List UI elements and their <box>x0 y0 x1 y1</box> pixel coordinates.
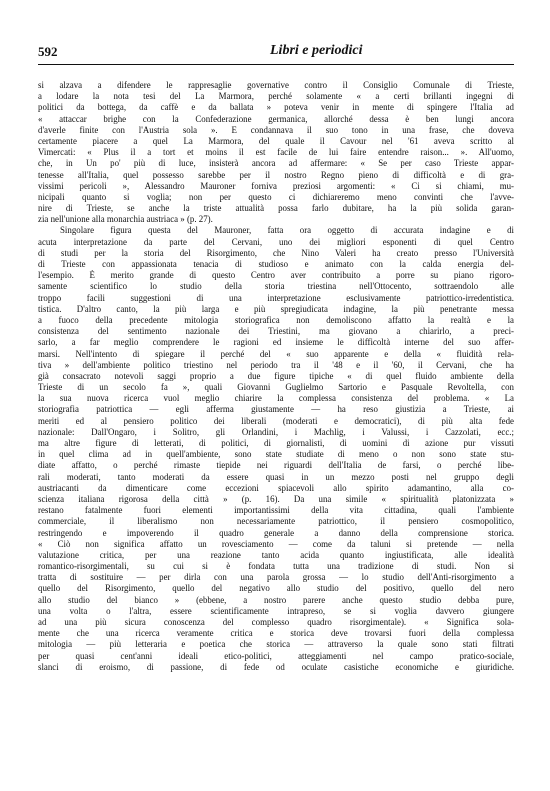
running-header <box>38 44 514 62</box>
text-line: ad una più sicura conoscenza del complesso quadro risorgimentale). « Significa sola- <box>38 617 514 627</box>
text-line: Vimercati: « Plus il a tort et moins il est facile de lui faire entendre raison... ». All'uomo, <box>38 147 514 158</box>
text-line: di Trieste con appassionata tenacia di studioso e animato con la calda energia del- <box>38 259 514 269</box>
text-line: restringendo e impoverendo il quadro generale a danno della comprensione storica. <box>38 527 514 538</box>
text-line: restano fatalmente fuori elementi importantissimi della vita cittadina, quali l'ambiente <box>38 505 514 516</box>
text-line: « attaccar brighe con la Confederazione germanica, allorché dessa è ben lungi ancora <box>38 113 514 124</box>
text-line: marsi. Nell'intento di spiegare il perché del « suo apparente e della « fluidità rela- <box>38 348 514 359</box>
text-line: nazionale: Dall'Ongaro, i Solitro, gli Orlandini, i Machlig, i Valussi, i Cazzolati, ecc.; <box>38 426 514 437</box>
text-line: diate affatto, o perché rimaste tiepide nei riguardi dell'Italia de farsi, o perché libe- <box>38 460 514 471</box>
text-line: tistica. D'altro canto, la più larga e più spregiudicata indagine, la più penetrante messa <box>38 303 514 314</box>
text-line: zia nell'unione alla monarchia austriaca » (p. 27). <box>38 214 213 225</box>
text-line: sarlo, a far meglio comprendere le ragioni ed insieme le difficoltà interne del suo affer- <box>38 337 514 348</box>
text-line: « Ciò non significa affatto un rovesciamento — come da taluni si pretende — nella <box>38 538 514 549</box>
text-line: commerciale, il liberalismo non necessariamente patriottico, il pensiero cosmopolitico, <box>38 516 514 527</box>
text-line: vissimi pericoli », Alessandro Mauroner forniva preziosi argomenti: « Ci si chiami, mu- <box>38 180 514 191</box>
text-line: mente che una ricerca veramente critica e storica deve trovarsi fuori della complessa <box>38 628 514 639</box>
text-line: romantico-risorgimentali, su cui si è fondata tutta una tradizione di studi. Non si <box>38 561 514 572</box>
text-line: ma altre figure di letterati, di politici, di giornalisti, di uomini di azione pur vissuti <box>38 438 514 448</box>
text-line: d'averle finite con l'Austria sola ». E condannava il suo tono in una frase, che doveva <box>38 124 514 135</box>
text-line: consistenza del sentimento nazionale dei Triestini, ma giovano a chiarirlo, a preci- <box>38 326 514 337</box>
text-line: meriti ed al pensiero politico dei liberali (moderati e democratici), di più alta fede <box>38 415 514 426</box>
text-line: Singolare figura questa del Mauroner, fatta ora oggetto di accurata indagine e di <box>60 225 514 236</box>
text-line: nicipali quanto si voglia; non per questo ci dichiareremo meno convinti che l'avve- <box>38 191 514 202</box>
text-line: troppo facili suggestioni di una interpretazione esclusivamente patriottico-irredentistica. <box>38 292 514 303</box>
text-line: austriacanti da dimenticare come eccezioni spiacevoli allo spirito adamantino, alla co- <box>38 482 514 493</box>
text-line: a fuoco della precedente mitologia storiografica non demoliscono affatto la realtà e la <box>38 314 514 325</box>
text-line: si alzava a difendere le rappresaglie governative contro il Consiglio Comunale di Trieste, <box>38 80 514 90</box>
text-line: una volta o l'altra, essere scientificamente intrapreso, se si voglia davvero giungere <box>38 605 514 616</box>
text-line: scienza italiana rigorosa della città » (p. 16). Da una simile « spiritualità platonizzata » <box>38 493 514 504</box>
text-line: acuta interpretazione da parte del Cervani, uno dei migliori esponenti di quel Centro <box>38 236 514 247</box>
body-text <box>38 80 514 673</box>
text-line: slanci di eroismo, di passione, di fede od oculate casistiche economiche e giuridiche. <box>38 661 514 672</box>
text-line: valutazione critica, per una reazione tanto acida quanto ingiustificata, alle idealità <box>38 549 514 560</box>
text-line: mitologia — più letteraria e poetica che storica — attraverso la quale sono stati filtrati <box>38 639 514 650</box>
text-line: tratta di sostituire — per dirla con una parola grossa — lo studio dell'Anti-risorgimento a <box>38 572 514 583</box>
header-rule <box>38 64 514 65</box>
text-line: storiografia patriottica — egli afferma giustamente — ha reso giustizia a Trieste, ai <box>38 404 514 415</box>
text-line: per quasi cent'anni ideali etico-politici, atteggiamenti nel campo pratico-sociale, <box>38 650 514 661</box>
text-line: tenesse all'Italia, quel possesso sarebbe per il nostro Regno pieno di difficoltà e di gra- <box>38 169 514 180</box>
text-line: Trieste di un secolo fa », quali Giovanni Guglielmo Sartorio e Pasquale Revoltella, con <box>38 382 514 393</box>
running-head-title: Libri e periodici <box>270 43 363 58</box>
text-line: samente scientifico lo studio della storia triestina nell'Ottocento, sottraendolo alle <box>38 281 514 292</box>
page-number: 592 <box>38 44 58 59</box>
text-line: la sua nuova ricerca vuol meglio chiarire la complessa consistenza del problema. « La <box>38 393 514 404</box>
text-line: certamente piacere a quel La Marmora, del quale il Cavour nel '61 aveva scritto al <box>38 135 514 146</box>
text-line: politici da bottega, da caffè e da ballata » poteva venir in mente di spingere l'Italia ad <box>38 102 514 113</box>
text-line: nire di Trieste, se anche la triste attualità possa farlo dubitare, ha la più solida garan- <box>38 203 514 214</box>
text-line: in quel clima ad in quell'ambiente, sono state studiate di meno o non sono state stu- <box>38 449 514 460</box>
text-line: che, in Un po' più di luce, insisterà ancora ad affermare: « Se per caso Trieste appar- <box>38 158 514 169</box>
text-line: rali moderati, tanto moderati da essere quasi in un mezzo posti nel gruppo degli <box>38 471 514 482</box>
text-line: quello del Risorgimento, quello del negativo allo studio del positivo, quello del nero <box>38 583 514 594</box>
text-line: allo studio del bianco » (ebbene, a nostro parere anche questo studio debba pure, <box>38 594 514 605</box>
text-line: a lodare la nota tesi del La Marmora, perché solamente « a certi brillanti ingegni di <box>38 91 514 102</box>
text-line: tiva » dell'ambiente politico triestino nel periodo tra il '48 e il '60, il Cervani, che ha <box>38 359 514 370</box>
text-line: l'esempio. È merito grande di questo Centro aver contribuito a porre su piano rigoro- <box>38 270 514 281</box>
text-line: già consacrato notevoli saggi proprio a due figure tipiche « di quel fluido ambiente della <box>38 370 514 381</box>
text-line: di studi per la storia del Risorgimento, che Nino Valeri ha creato presso l'Università <box>38 247 514 258</box>
